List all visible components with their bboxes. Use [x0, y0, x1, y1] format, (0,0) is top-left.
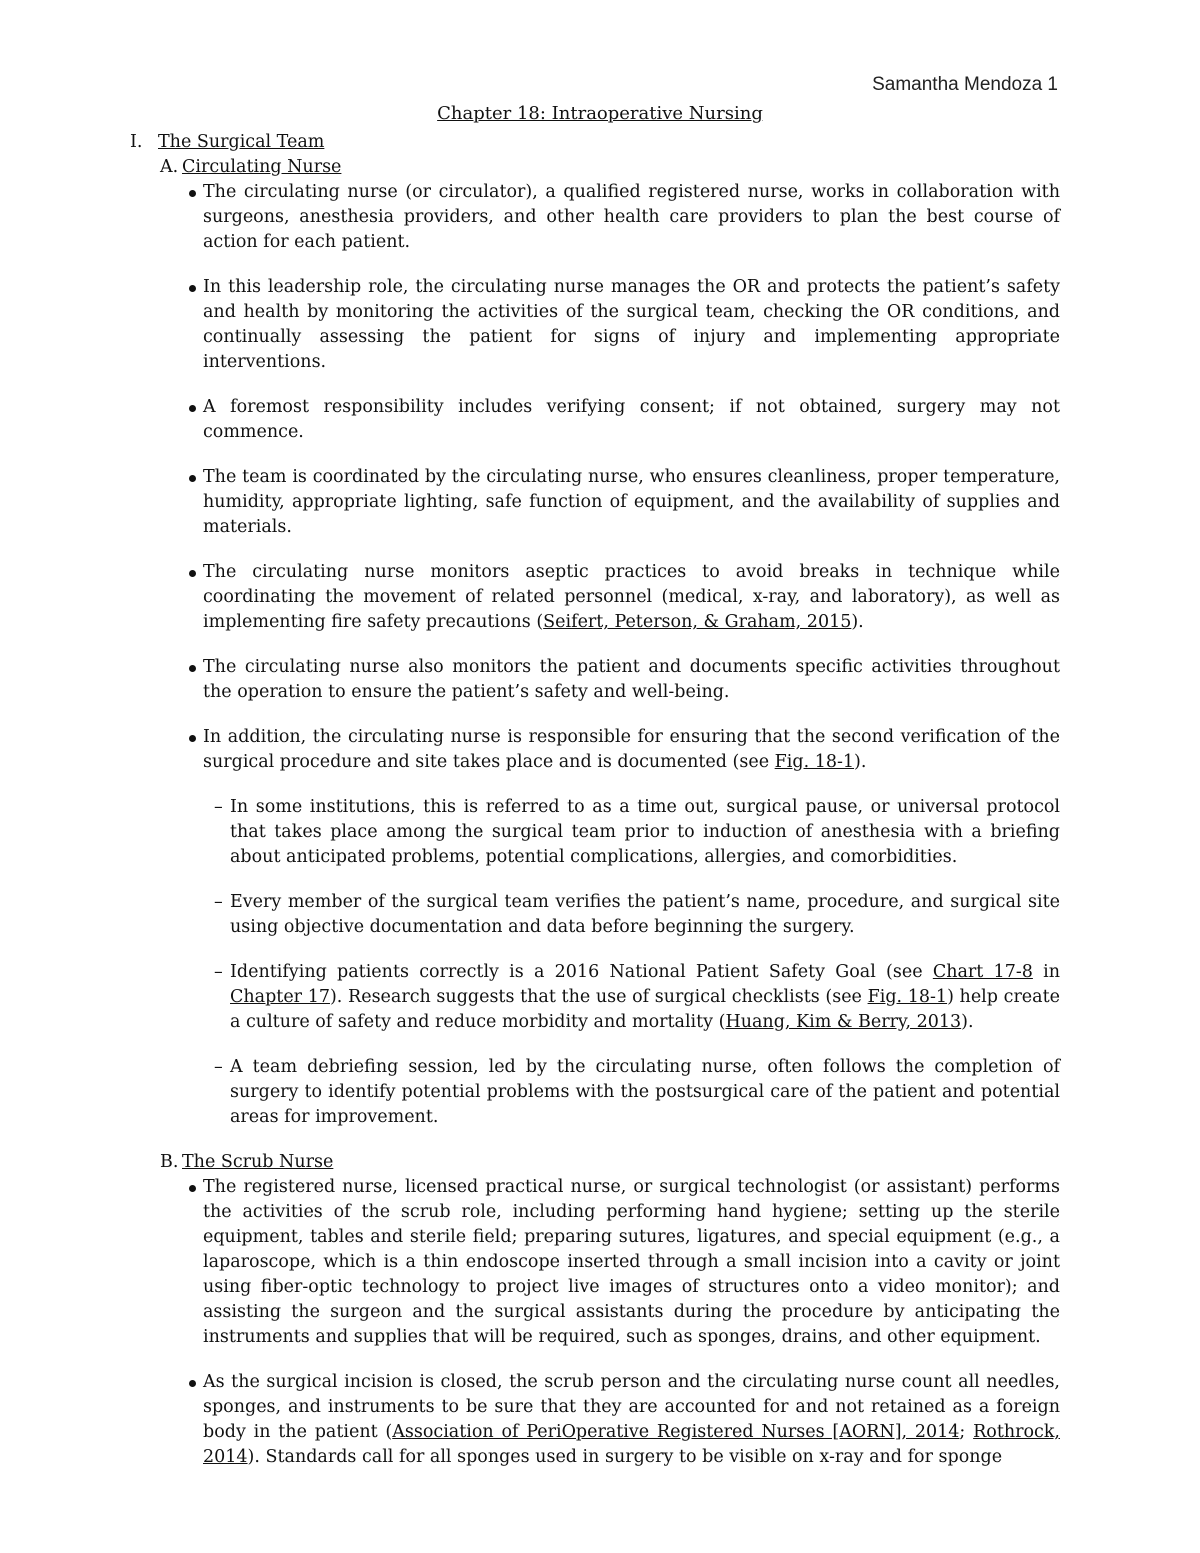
citation-link[interactable]: Rothrock, 2014 [203, 1422, 1060, 1467]
dash-text: ). [961, 1012, 974, 1032]
dash-item [230, 960, 1060, 1035]
bullet-text: The circulating nurse monitors aseptic practices to avoid breaks in technique while coordinating the movement of related personnel (medical, x-ray, and laboratory), as well as implementing fire safety precautions ( [203, 562, 1060, 632]
subsection-title: The Scrub Nurse [182, 1152, 334, 1172]
bullet-item [203, 560, 1060, 635]
bullet-text: As the surgical incision is closed, the scrub person and the circulating nurse count all needles, sponges, and instruments to be sure that they are accounted for and not retained as a foreign body in the patient ( [203, 1372, 1060, 1442]
dash-item: – A team debriefing session, led by the circulating nurse, often follows the completion of surgery to identify potential problems with the postsurgical care of the patient and potential areas for improvement. [230, 1055, 1060, 1130]
dash-text: Identifying patients correctly is a 2016 National Patient Safety Goal (see [230, 962, 933, 982]
bullet-text: In addition, the circulating nurse is responsible for ensuring that the second verification of the surgical procedure and site takes place and is documented (see [203, 727, 1060, 772]
dash-item: – In some institutions, this is referred to as a time out, surgical pause, or universal protocol that takes place among the surgical team prior to induction of anesthesia with a briefing about anticipated problems, potential complications, allergies, and comorbidities. [230, 795, 1060, 870]
subsection-title: Circulating Nurse [182, 157, 342, 177]
section-number: I. [130, 132, 143, 152]
bullet-text: ). Standards call for all sponges used in surgery to be visible on x-ray and for sponge [247, 1447, 1003, 1467]
subsection-heading-b [160, 1150, 1060, 1175]
bullet-item [203, 725, 1060, 775]
dash-item: – Every member of the surgical team verifies the patient’s name, procedure, and surgical site using objective documentation and data before beginning the surgery. [230, 890, 1060, 940]
section-heading [130, 130, 1060, 155]
bullet-item: A foremost responsibility includes verifying consent; if not obtained, surgery may not commence. [203, 395, 1060, 445]
citation-link[interactable]: Association of PeriOperative Registered Nurses [AORN], 2014 [392, 1422, 960, 1442]
subsection-letter: A. [160, 157, 179, 177]
bullet-text: ). [851, 612, 864, 632]
dash-text: ). Research suggests that the use of surgical checklists (see [329, 987, 868, 1007]
figure-link[interactable]: Fig. 18-1 [774, 752, 855, 772]
citation-link[interactable]: Huang, Kim & Berry, 2013 [725, 1012, 962, 1032]
citation-link[interactable]: Seifert, Peterson, & Graham, 2015 [543, 612, 852, 632]
bullet-item: The circulating nurse also monitors the patient and documents specific activities throughout the operation to ensure the patient’s safety and well-being. [203, 655, 1060, 705]
bullet-text: ). [854, 752, 867, 772]
section-title: The Surgical Team [158, 132, 325, 152]
bullet-item: In this leadership role, the circulating nurse manages the OR and protects the patient’s safety and health by monitoring the activities of the surgical team, checking the OR conditions, and continually assessing the patient for signs of injury and implementing appropriate interventions. [203, 275, 1060, 375]
bullet-text: ; [959, 1422, 974, 1442]
bullet-item: The circulating nurse (or circulator), a qualified registered nurse, works in collaboration with surgeons, anesthesia providers, and other health care providers to plan the best course of action for each patient. [203, 180, 1060, 255]
subsection-letter: B. [160, 1152, 179, 1172]
bullet-item: The registered nurse, licensed practical nurse, or surgical technologist (or assistant) performs the activities of the scrub role, including performing hand hygiene; setting up the sterile equipment, tables and sterile field; preparing sutures, ligatures, and special equipment (e.g., a laparoscope, which is a thin endoscope inserted through a small incision into a cavity or joint using fiber-optic technology to project live images of structures onto a video monitor); and assisting the surgeon and the surgical assistants during the procedure by anticipating the instruments and supplies that will be required, such as sponges, drains, and other equipment. [203, 1175, 1060, 1350]
document-body [130, 130, 1060, 1470]
dash-text: in [1032, 962, 1061, 982]
dash-text: ) help create a culture of safety and reduce morbidity and mortality ( [230, 987, 1060, 1032]
running-head: Samantha Mendoza 1 [872, 74, 1058, 95]
figure-link[interactable]: Fig. 18-1 [867, 987, 948, 1007]
bullet-item [203, 1370, 1060, 1470]
page-title: Chapter 18: Intraoperative Nursing [437, 103, 763, 124]
chapter-link[interactable]: Chapter 17 [230, 987, 330, 1007]
bullet-item: The team is coordinated by the circulating nurse, who ensures cleanliness, proper temperature, humidity, appropriate lighting, safe function of equipment, and the availability of supplies and materials. [203, 465, 1060, 540]
chart-link[interactable]: Chart 17-8 [932, 962, 1033, 982]
subsection-heading-a [160, 155, 1060, 180]
